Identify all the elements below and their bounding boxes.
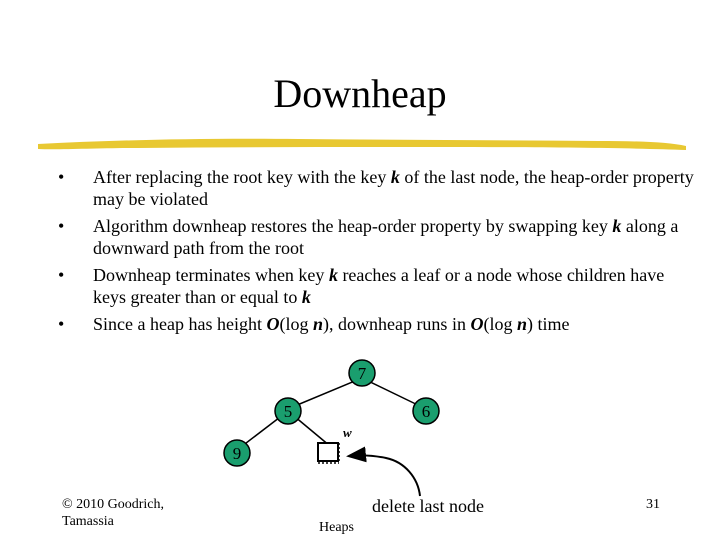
bullet-marker: • (58, 167, 65, 187)
tree-node-left-label: 5 (283, 402, 293, 421)
tree-node-right-label: 6 (421, 402, 431, 421)
w-label: w (343, 425, 352, 440)
tree-node-root (349, 360, 375, 386)
page-number: 31 (646, 497, 660, 512)
bullet-text: Since a heap has height (93, 314, 267, 334)
bullet-emphasis: n (516, 314, 527, 334)
bullet-emphasis: O (266, 314, 280, 334)
footer-copyright-line1: © 2010 Goodrich, (62, 497, 165, 512)
bullet-emphasis: n (312, 314, 323, 334)
bullet-emphasis: O (470, 314, 484, 334)
tree-node-left (275, 398, 301, 424)
bullet-text: After replacing the root key with the key (93, 167, 391, 187)
bullet-text: (log (483, 314, 517, 334)
tree-node-leftleft-label: 9 (232, 444, 242, 463)
bullet-text: Downheap terminates when key (93, 265, 329, 285)
footer-topic: Heaps (319, 520, 354, 535)
bullet-text: of the last node, the heap-order property may be violated (93, 167, 694, 209)
bullet-emphasis: k (390, 167, 400, 187)
annotation-delete-last-node: delete last node (372, 496, 484, 516)
bullet-text: reaches a leaf or a node whose children have keys greater than or equal to (93, 265, 665, 307)
bullet-emphasis: k (301, 287, 311, 307)
bullet-emphasis: k (328, 265, 338, 285)
annotation-arrow (350, 455, 420, 496)
footer-copyright-line2: Tamassia (62, 514, 114, 529)
tree-node-root-label: 7 (357, 364, 367, 383)
bullet-text: (log (279, 314, 313, 334)
bullet-marker: • (58, 216, 65, 236)
bullet-text: Algorithm downheap restores the heap-order property by swapping key (93, 216, 613, 236)
slide-title: Downheap (273, 71, 447, 116)
empty-last-node-square (318, 443, 338, 461)
edge-root-left (290, 378, 362, 408)
tree-node-right (413, 398, 439, 424)
bullet-text: ), downheap runs in (322, 314, 471, 334)
bullet-marker: • (58, 265, 65, 285)
bullet-text: ) time (526, 314, 570, 334)
footer-copyright (62, 496, 164, 530)
bullet-marker: • (58, 314, 65, 334)
tree-node-leftleft (224, 440, 250, 466)
bullet-emphasis: k (612, 216, 622, 236)
bullet-text: along a downward path from the root (93, 216, 679, 258)
